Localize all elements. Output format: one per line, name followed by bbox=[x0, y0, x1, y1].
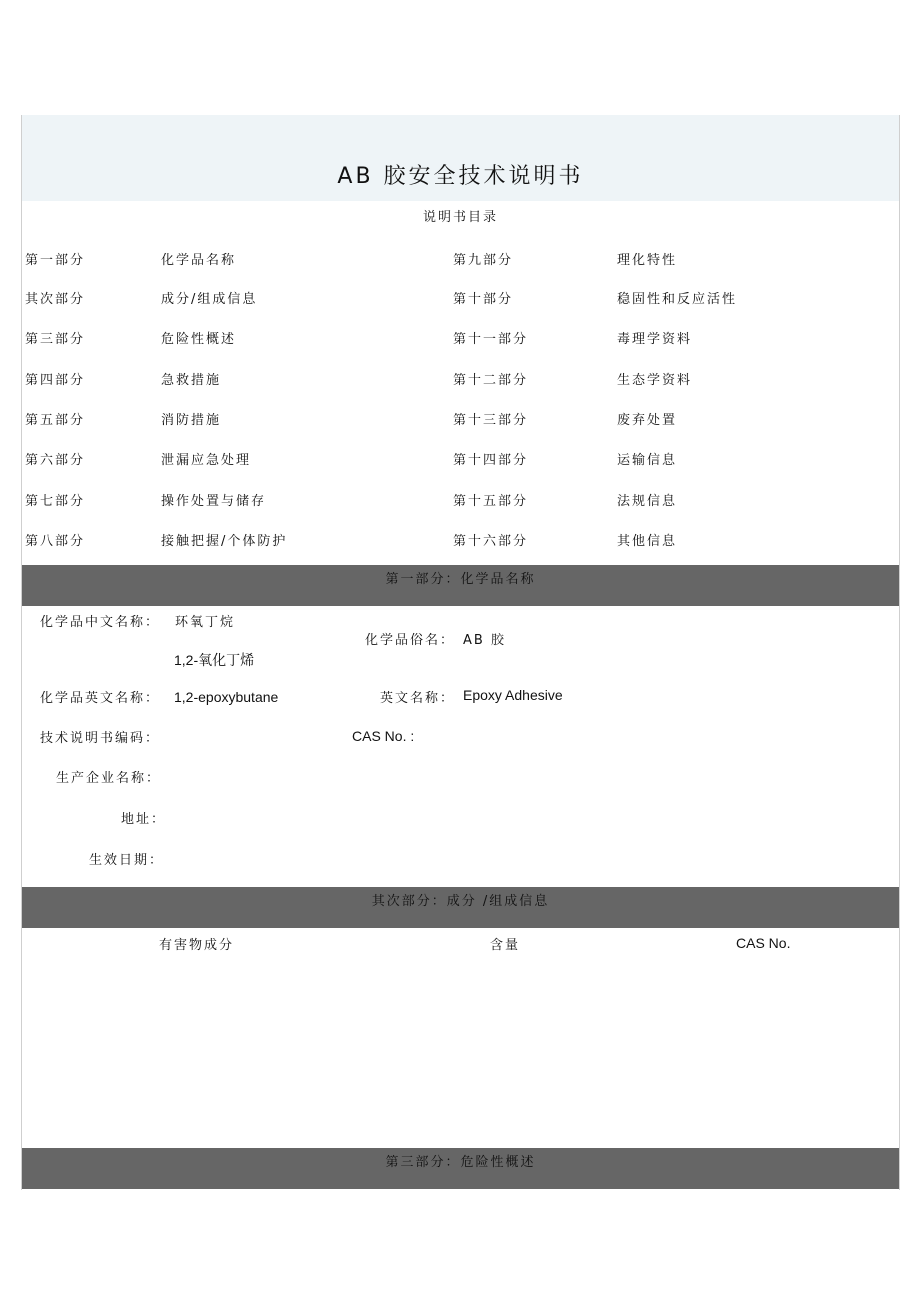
toc-right-part: 第九部分 bbox=[453, 253, 514, 268]
common-name-value: AB 胶 bbox=[463, 633, 506, 648]
toc-right-name: 生态学资料 bbox=[617, 373, 693, 388]
section2-header: 其次部分：成分 /组成信息 bbox=[371, 894, 550, 909]
toc-left-part: 第三部分 bbox=[25, 332, 86, 347]
toc-left-part: 其次部分 bbox=[25, 292, 86, 307]
toc-right-part: 第十二部分 bbox=[453, 373, 529, 388]
en-name-label: 化学品英文名称： bbox=[40, 691, 161, 706]
toc-right-name: 废弃处置 bbox=[617, 413, 678, 428]
toc-right-name: 毒理学资料 bbox=[617, 332, 693, 347]
toc-right-part: 第十部分 bbox=[453, 292, 514, 307]
toc-left-name: 操作处置与储存 bbox=[161, 494, 267, 509]
document-sheet bbox=[21, 115, 900, 1190]
toc-left-name: 接触把握/个体防护 bbox=[161, 534, 288, 549]
section1-header-bar bbox=[22, 565, 899, 606]
toc-right-name: 理化特性 bbox=[617, 253, 678, 268]
toc-left-name: 化学品名称 bbox=[161, 253, 237, 268]
toc-left-name: 急救措施 bbox=[161, 373, 222, 388]
toc-left-part: 第七部分 bbox=[25, 494, 86, 509]
address-label: 地址： bbox=[121, 812, 167, 827]
section3-header-bar bbox=[22, 1148, 899, 1189]
toc-left-name: 泄漏应急处理 bbox=[161, 453, 252, 468]
toc-right-name: 稳固性和反应活性 bbox=[617, 292, 738, 307]
toc-left-name: 危险性概述 bbox=[161, 332, 237, 347]
toc-right-name: 法规信息 bbox=[617, 494, 678, 509]
title-band bbox=[22, 115, 899, 201]
toc-left-part: 第一部分 bbox=[25, 253, 86, 268]
col-cas-header: CAS No. bbox=[736, 935, 791, 951]
toc-right-part: 第十三部分 bbox=[453, 413, 529, 428]
col-content-header: 含量 bbox=[490, 938, 521, 953]
en-value: Epoxy Adhesive bbox=[463, 687, 563, 703]
document-title: AB 胶安全技术说明书 bbox=[337, 164, 584, 189]
common-name-label: 化学品俗名： bbox=[365, 633, 456, 648]
col-hazard-header: 有害物成分 bbox=[159, 938, 235, 953]
section3-header: 第三部分：危险性概述 bbox=[385, 1155, 536, 1170]
toc-right-name: 其他信息 bbox=[617, 534, 678, 549]
date-label: 生效日期： bbox=[89, 853, 165, 868]
toc-left-part: 第四部分 bbox=[25, 373, 86, 388]
code-label: 技术说明书编码： bbox=[40, 731, 161, 746]
toc-right-part: 第十一部分 bbox=[453, 332, 529, 347]
toc-left-part: 第五部分 bbox=[25, 413, 86, 428]
cn-name-label: 化学品中文名称： bbox=[40, 615, 161, 630]
en-name-value: 1,2-epoxybutane bbox=[174, 689, 279, 705]
toc-right-part: 第十五部分 bbox=[453, 494, 529, 509]
section2-header-bar bbox=[22, 887, 899, 928]
toc-right-part: 第十六部分 bbox=[453, 534, 529, 549]
toc-right-name: 运输信息 bbox=[617, 453, 678, 468]
toc-left-name: 成分/组成信息 bbox=[161, 292, 258, 307]
toc-heading: 说明书目录 bbox=[422, 210, 498, 225]
en-label: 英文名称： bbox=[380, 691, 456, 706]
toc-left-name: 消防措施 bbox=[161, 413, 222, 428]
toc-left-part: 第六部分 bbox=[25, 453, 86, 468]
toc-right-part: 第十四部分 bbox=[453, 453, 529, 468]
company-label: 生产企业名称： bbox=[56, 771, 162, 786]
cn-name-alt-value: 1,2-氧化丁烯 bbox=[174, 652, 255, 668]
cas-label: CAS No. : bbox=[352, 728, 415, 744]
section1-header: 第一部分：化学品名称 bbox=[385, 572, 536, 587]
cn-name-value: 环氧丁烷 bbox=[175, 615, 236, 630]
toc-left-part: 第八部分 bbox=[25, 534, 86, 549]
